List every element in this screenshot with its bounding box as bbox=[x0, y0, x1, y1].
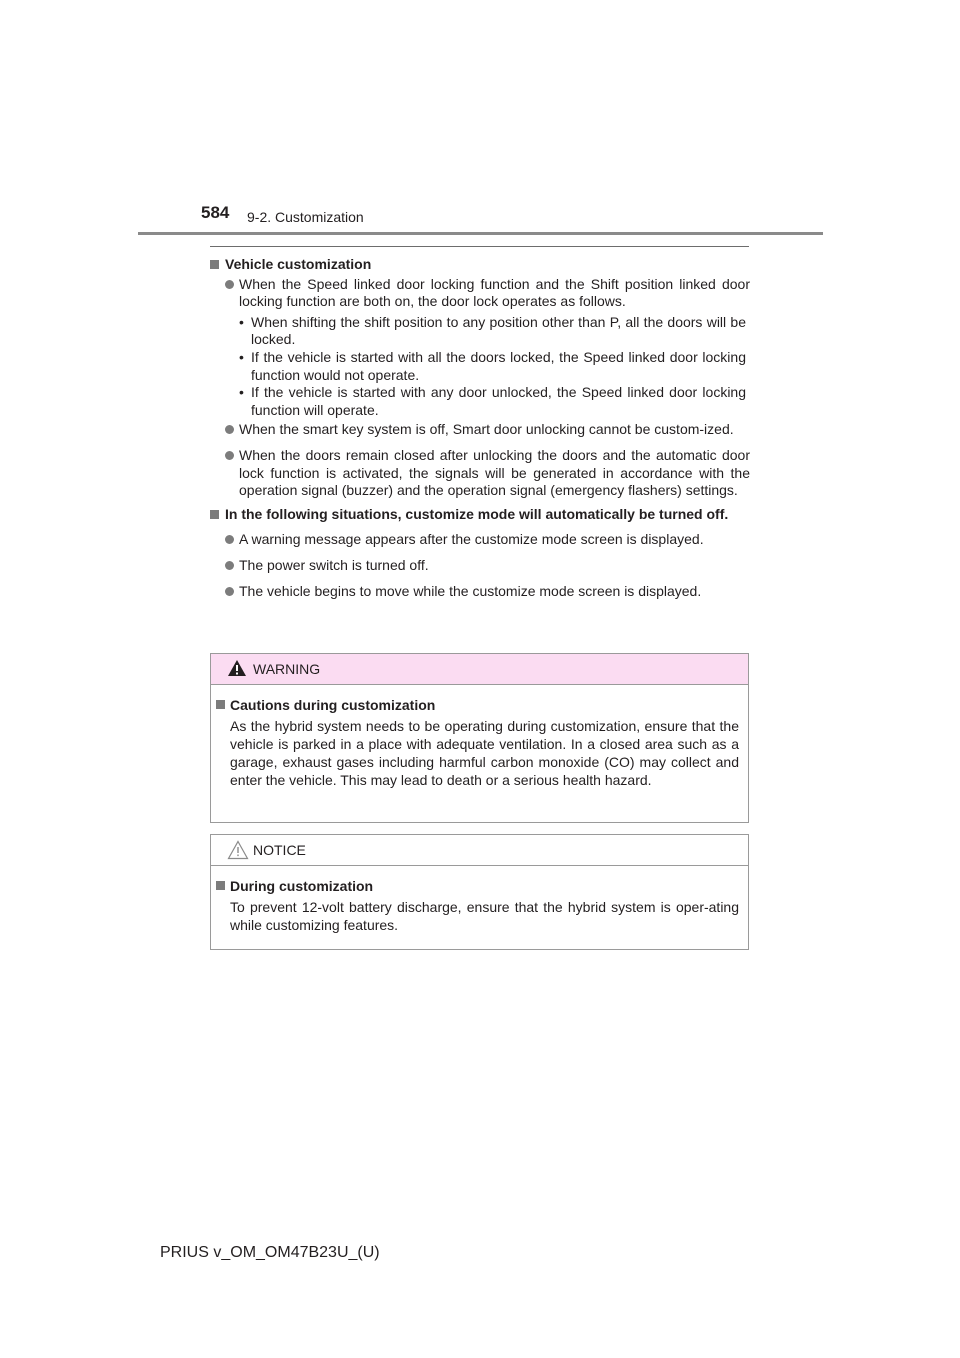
section-title: 9-2. Customization bbox=[247, 209, 364, 225]
dot-bullet-icon: • bbox=[239, 313, 244, 330]
content-divider bbox=[210, 246, 749, 247]
notice-text: To prevent 12-volt battery discharge, ensure that the hybrid system is oper-ating while customizing features. bbox=[230, 899, 739, 933]
dot-bullet-icon: • bbox=[239, 384, 244, 401]
list-item: When the Speed linked door locking function and the Shift position linked door locking function are both on, the door lock operates as follows. bbox=[210, 276, 750, 311]
warning-header bbox=[211, 654, 748, 685]
dot-bullet-icon: • bbox=[239, 348, 244, 365]
circle-bullet-icon bbox=[225, 425, 234, 434]
square-bullet-icon bbox=[210, 510, 219, 519]
square-bullet-icon bbox=[210, 260, 219, 269]
section-heading-vehicle-customization: Vehicle customization bbox=[210, 256, 750, 274]
list-item: The vehicle begins to move while the customize mode screen is displayed. bbox=[210, 583, 750, 601]
circle-bullet-icon bbox=[225, 561, 234, 570]
square-bullet-icon bbox=[216, 700, 225, 709]
list-item: The power switch is turned off. bbox=[210, 557, 750, 575]
notice-label: NOTICE bbox=[253, 842, 306, 858]
main-content bbox=[210, 256, 750, 600]
notice-box bbox=[210, 834, 749, 950]
header-divider bbox=[138, 232, 823, 235]
footer-model-code: PRIUS v_OM_OM47B23U_(U) bbox=[160, 1244, 380, 1261]
warning-heading: Cautions during customization bbox=[216, 696, 739, 714]
page-number: 584 bbox=[201, 203, 230, 222]
circle-bullet-icon bbox=[225, 535, 234, 544]
warning-triangle-icon bbox=[227, 659, 247, 677]
warning-box bbox=[210, 653, 749, 823]
notice-body bbox=[211, 866, 748, 944]
warning-text: As the hybrid system needs to be operating during customization, ensure that the vehicle is parked in a place with adequate ventilation. In a closed area such as a garage, exhaust gases including harmful carbon monoxide (CO) may collect and enter the vehicle. This may lead to death or a serious health hazard. bbox=[230, 718, 739, 788]
warning-label: WARNING bbox=[253, 661, 321, 677]
notice-heading: During customization bbox=[216, 877, 739, 895]
list-item: When the smart key system is off, Smart door unlocking cannot be custom-ized. bbox=[210, 421, 750, 439]
circle-bullet-icon bbox=[225, 280, 234, 289]
list-item: A warning message appears after the customize mode screen is displayed. bbox=[210, 531, 750, 549]
sub-list-item: • When shifting the shift position to any position other than P, all the doors will be locked. bbox=[239, 313, 746, 348]
circle-bullet-icon bbox=[225, 451, 234, 460]
notice-triangle-icon bbox=[227, 840, 249, 860]
sub-list-item: • If the vehicle is started with all the doors locked, the Speed linked door locking function would not operate. bbox=[239, 348, 746, 383]
square-bullet-icon bbox=[216, 881, 225, 890]
warning-body bbox=[211, 685, 748, 799]
circle-bullet-icon bbox=[225, 587, 234, 596]
notice-header bbox=[211, 835, 748, 866]
section-heading-auto-off: In the following situations, customize mode will automatically be turned off. bbox=[210, 506, 750, 524]
sub-list-item: • If the vehicle is started with any door unlocked, the Speed linked door locking function will operate. bbox=[239, 384, 746, 418]
list-item: When the doors remain closed after unlocking the doors and the automatic door lock function is activated, the signals will be generated in accordance with the operation signal (buzzer) and the operation signal (emergency flashers) settings. bbox=[210, 447, 750, 500]
